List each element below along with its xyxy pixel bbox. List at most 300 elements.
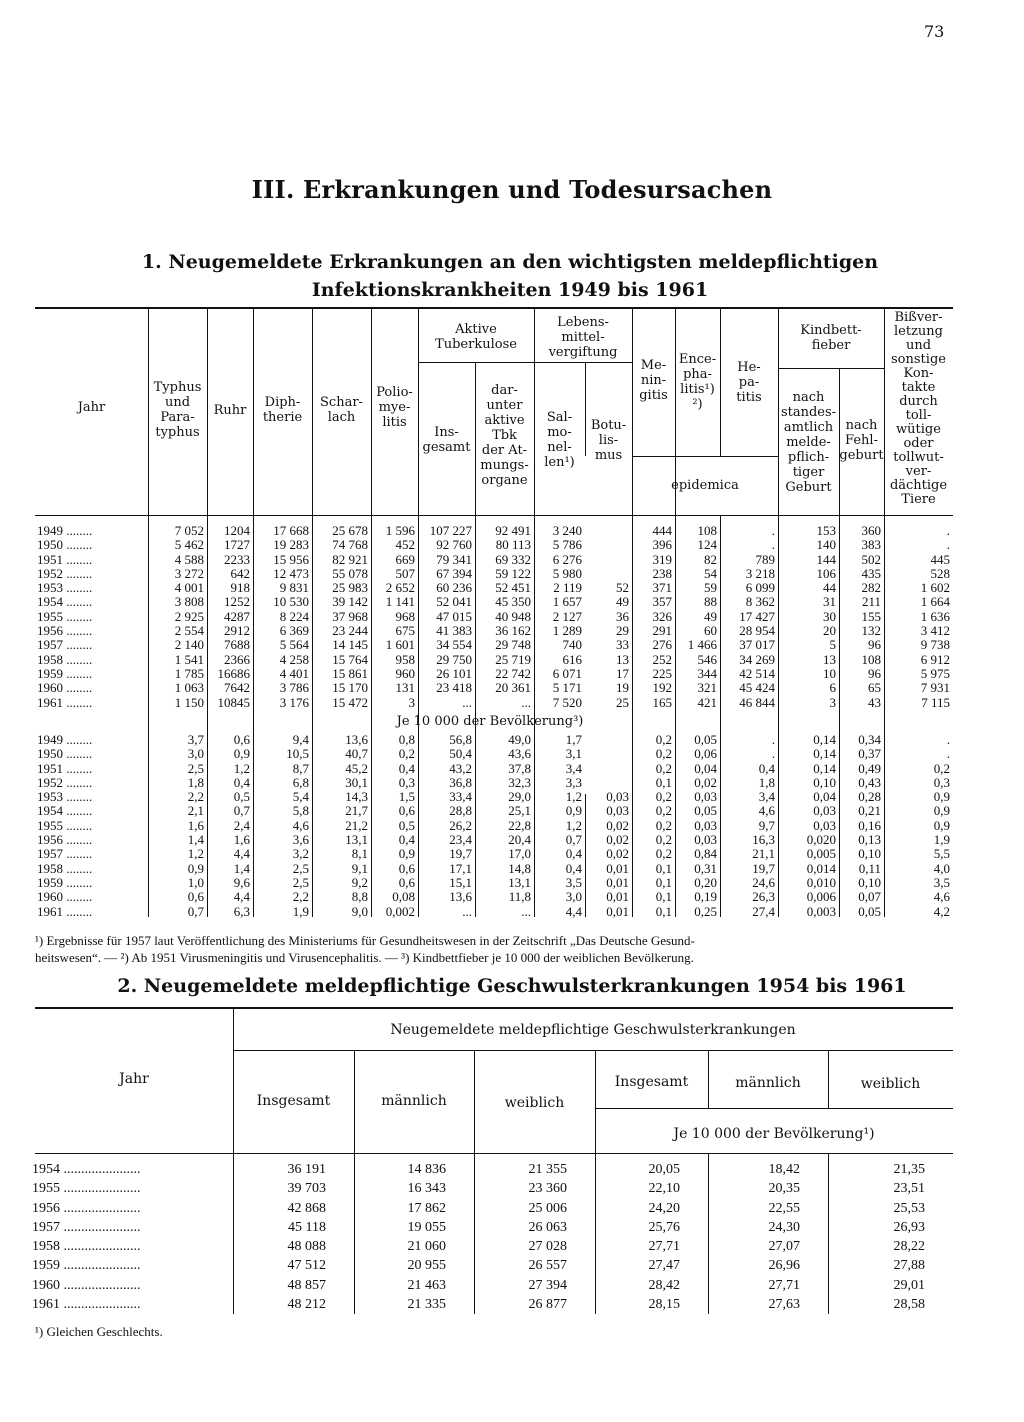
year-cell: 1959 ......................: [32, 1258, 141, 1274]
value-cell: 357: [652, 595, 672, 610]
value-cell: 25,1: [508, 804, 531, 819]
value-cell: 14 836: [407, 1162, 446, 1177]
t2-header-maennlich: männlich: [381, 1093, 447, 1109]
value-cell: 3: [829, 695, 836, 710]
year-cell: 1954 ........: [37, 804, 93, 819]
header-nach-geburt: nach standes- amtlich melde- pflich- tiger Geburt: [780, 390, 837, 495]
value-cell: 0,2: [655, 733, 672, 747]
value-cell: 502: [861, 552, 881, 567]
value-cell: 11,8: [508, 890, 531, 905]
value-cell: 4 588: [174, 552, 204, 567]
value-cell: 20,35: [768, 1181, 800, 1197]
header-meningitis: Me- nin- gitis: [639, 358, 668, 403]
value-cell: 3,5: [565, 875, 582, 890]
value-cell: 24,30: [768, 1219, 800, 1235]
value-cell: 65: [868, 681, 881, 696]
value-cell: 0,34: [858, 733, 881, 747]
value-cell: 1 150: [174, 695, 204, 710]
value-cell: 675: [395, 624, 415, 639]
value-cell: 3,4: [758, 790, 775, 805]
value-cell: 0,1: [655, 875, 672, 890]
value-cell: 740: [562, 638, 582, 653]
table-row: [35, 653, 953, 667]
header-lebensmittel: Lebens- mittel- vergiftung: [548, 315, 618, 360]
value-cell: 27,47: [648, 1258, 680, 1274]
value-cell: 26 877: [528, 1297, 567, 1313]
value-cell: 1,6: [233, 833, 250, 848]
value-cell: 0,14: [813, 733, 836, 747]
value-cell: 0,25: [694, 904, 717, 919]
value-cell: 2 554: [174, 624, 204, 639]
value-cell: 124: [697, 538, 717, 553]
value-cell: 21 335: [407, 1297, 446, 1313]
value-cell: 13,1: [345, 833, 368, 848]
value-cell: 45,2: [345, 761, 368, 776]
value-cell: 59: [704, 581, 717, 596]
value-cell: 4,4: [233, 847, 250, 862]
value-cell: 37,8: [508, 761, 531, 776]
year-cell: 1961 ......................: [32, 1297, 141, 1313]
value-cell: 21,2: [345, 818, 368, 833]
value-cell: 0,5: [398, 818, 415, 833]
value-cell: 42 868: [287, 1200, 326, 1216]
value-cell: 17 668: [273, 524, 309, 538]
value-cell: 1204: [224, 524, 250, 538]
value-cell: .: [771, 733, 775, 747]
year-cell: 1961 ........: [37, 904, 93, 919]
value-cell: 14 145: [332, 638, 368, 653]
year-cell: 1959 ........: [37, 875, 93, 890]
value-cell: 27,88: [893, 1258, 925, 1274]
value-cell: 5,5: [933, 847, 950, 862]
value-cell: 2,5: [292, 861, 309, 876]
kindbett-subrule: [778, 368, 884, 369]
value-cell: 21 463: [407, 1277, 446, 1293]
value-cell: 21,1: [752, 847, 775, 862]
value-cell: 27,63: [768, 1297, 800, 1313]
value-cell: 4,2: [933, 904, 950, 919]
value-cell: 4,6: [292, 818, 309, 833]
value-cell: 7 115: [921, 695, 950, 710]
value-cell: 0,1: [655, 861, 672, 876]
header-insgesamt: Ins- gesamt: [422, 425, 471, 455]
header-kindbettfieber: Kindbett- fieber: [800, 323, 862, 353]
header-darunter: dar- unter aktive Tbk der At- mungs- organe: [480, 383, 529, 488]
value-cell: 0,3: [933, 775, 950, 790]
table-row: [35, 595, 953, 609]
year-cell: 1956 ......................: [32, 1200, 141, 1216]
value-cell: 7 520: [552, 695, 582, 710]
year-cell: 1953 ........: [37, 790, 93, 805]
value-cell: 0,49: [858, 761, 881, 776]
value-cell: 0,03: [694, 818, 717, 833]
value-cell: 13,1: [508, 875, 531, 890]
value-cell: 9,7: [758, 818, 775, 833]
value-cell: 25 983: [332, 581, 368, 596]
year-cell: 1960 ........: [37, 890, 93, 905]
value-cell: 92 491: [495, 524, 531, 538]
value-cell: [585, 776, 632, 790]
value-cell: 50,4: [449, 747, 472, 762]
table-row: [35, 762, 953, 776]
value-cell: .: [946, 747, 950, 762]
value-cell: 21 060: [407, 1239, 446, 1255]
value-cell: 25 006: [528, 1200, 567, 1216]
value-cell: 282: [861, 581, 881, 596]
value-cell: 39 142: [332, 595, 368, 610]
value-cell: 49: [704, 609, 717, 624]
value-cell: 1 141: [385, 595, 415, 610]
value-cell: 9,1: [351, 861, 368, 876]
value-cell: 3 176: [279, 695, 309, 710]
footnote-line1: ¹) Ergebnisse für 1957 laut Veröffentlichung des Ministeriums für Gesundheitswesen in der Zeitschrift „Das Deutsche Gesund-: [35, 933, 695, 948]
value-cell: 7642: [224, 681, 250, 696]
value-cell: 1,2: [233, 761, 250, 776]
aktive-tbc-subrule: [418, 362, 534, 363]
table-row: [35, 890, 953, 904]
value-cell: 23,51: [893, 1181, 925, 1197]
value-cell: 4 001: [174, 581, 204, 596]
value-cell: 0,02: [606, 847, 629, 862]
header-scharlach: Schar- lach: [320, 395, 363, 425]
value-cell: 252: [652, 652, 672, 667]
value-cell: 0,01: [606, 904, 629, 919]
value-cell: 192: [652, 681, 672, 696]
value-cell: 5 462: [174, 538, 204, 553]
value-cell: 23,4: [449, 833, 472, 848]
value-cell: 3 808: [174, 595, 204, 610]
value-cell: 25,53: [893, 1200, 925, 1216]
value-cell: 20 361: [495, 681, 531, 696]
value-cell: 616: [562, 652, 582, 667]
value-cell: 15 764: [332, 652, 368, 667]
value-cell: 60 236: [436, 581, 472, 596]
table-row: [35, 819, 953, 833]
value-cell: 0,2: [655, 804, 672, 819]
value-cell: 17: [616, 666, 629, 681]
value-cell: 6 912: [920, 652, 950, 667]
value-cell: 41 383: [436, 624, 472, 639]
value-cell: 30,1: [345, 775, 368, 790]
value-cell: 6,8: [292, 775, 309, 790]
header-hepatitis: He- pa- titis: [736, 360, 762, 405]
year-cell: 1954 ........: [37, 595, 93, 610]
value-cell: 4 258: [279, 652, 309, 667]
value-cell: 44: [823, 581, 836, 596]
year-cell: 1950 ........: [37, 747, 93, 762]
value-cell: 958: [395, 652, 415, 667]
year-cell: 1952 ........: [37, 775, 93, 790]
value-cell: 153: [816, 524, 836, 538]
value-cell: 4,0: [933, 861, 950, 876]
value-cell: 8 224: [279, 609, 309, 624]
value-cell: 326: [652, 609, 672, 624]
table-row: [28, 1179, 953, 1198]
value-cell: 0,01: [606, 890, 629, 905]
year-cell: 1960 ........: [37, 681, 93, 696]
value-cell: 3 218: [745, 566, 775, 581]
year-cell: 1957 ........: [37, 638, 93, 653]
value-cell: 0,1: [655, 775, 672, 790]
value-cell: 15 170: [332, 681, 368, 696]
value-cell: 396: [652, 538, 672, 553]
value-cell: 31: [823, 595, 836, 610]
value-cell: 106: [816, 566, 836, 581]
year-cell: 1949 ........: [37, 524, 93, 538]
table-row: [35, 776, 953, 790]
value-cell: 211: [861, 595, 881, 610]
value-cell: 2 140: [174, 638, 204, 653]
value-cell: 5 786: [552, 538, 582, 553]
header-diphtherie: Diph- therie: [262, 395, 303, 425]
value-cell: 6 099: [745, 581, 775, 596]
header-epidemica: epidemica: [671, 478, 739, 493]
value-cell: 0,16: [858, 818, 881, 833]
value-cell: 383: [861, 538, 881, 553]
value-cell: 49: [616, 595, 629, 610]
value-cell: 0,6: [233, 733, 250, 747]
header-typhus: Typhus und Para- typhus: [153, 380, 202, 440]
value-cell: 6: [829, 681, 836, 696]
t2-header-insgesamt-rate: Insgesamt: [614, 1074, 689, 1090]
value-cell: 0,13: [858, 833, 881, 848]
value-cell: 0,2: [655, 790, 672, 805]
value-cell: 19,7: [752, 861, 775, 876]
value-cell: 67 394: [436, 566, 472, 581]
value-cell: 27,71: [648, 1239, 680, 1255]
year-cell: 1957 ........: [37, 847, 93, 862]
value-cell: [585, 567, 632, 581]
value-cell: 0,08: [392, 890, 415, 905]
t2-header-weiblich-rate: weiblich: [860, 1076, 921, 1092]
value-cell: 45 350: [495, 595, 531, 610]
value-cell: 22,10: [648, 1181, 680, 1197]
year-cell: 1954 ......................: [32, 1162, 141, 1177]
value-cell: 0,6: [398, 875, 415, 890]
year-cell: 1949 ........: [37, 733, 93, 747]
value-cell: 33,4: [449, 790, 472, 805]
value-cell: 5 564: [279, 638, 309, 653]
value-cell: 444: [652, 524, 672, 538]
table1-absolute: [35, 524, 953, 710]
value-cell: 22 742: [495, 666, 531, 681]
value-cell: 9,4: [292, 733, 309, 747]
value-cell: 0,6: [398, 804, 415, 819]
value-cell: 27 394: [528, 1277, 567, 1293]
value-cell: 1 785: [174, 666, 204, 681]
value-cell: [585, 747, 632, 761]
value-cell: 3: [408, 695, 415, 710]
value-cell: 291: [652, 624, 672, 639]
value-cell: 28,8: [449, 804, 472, 819]
value-cell: 789: [755, 552, 775, 567]
value-cell: 13: [616, 652, 629, 667]
value-cell: 26,2: [449, 818, 472, 833]
value-cell: .: [946, 524, 950, 538]
table-row: [35, 538, 953, 552]
value-cell: 421: [697, 695, 717, 710]
value-cell: 9,2: [351, 875, 368, 890]
value-cell: 0,2: [655, 847, 672, 862]
value-cell: 0,005: [806, 847, 836, 862]
value-cell: 49,0: [508, 733, 531, 747]
header-aktive-tbc: Aktive Tuberkulose: [435, 322, 517, 352]
value-cell: 0,19: [694, 890, 717, 905]
value-cell: 3,6: [292, 833, 309, 848]
value-cell: 20,4: [508, 833, 531, 848]
value-cell: 6 071: [552, 666, 582, 681]
value-cell: 7 931: [920, 681, 950, 696]
value-cell: 0,37: [858, 747, 881, 762]
value-cell: 47 015: [436, 609, 472, 624]
value-cell: 29 750: [436, 652, 472, 667]
table1-title-line1: 1. Neugemeldete Erkrankungen an den wichtigsten meldepflichtigen: [141, 251, 879, 273]
value-cell: 0,03: [606, 790, 629, 805]
value-cell: 34 554: [436, 638, 472, 653]
value-cell: 28,15: [648, 1297, 680, 1313]
header-ruhr: Ruhr: [213, 403, 247, 418]
value-cell: 5 980: [552, 566, 582, 581]
value-cell: 1 063: [174, 681, 204, 696]
year-cell: 1955 ......................: [32, 1181, 141, 1197]
value-cell: 546: [697, 652, 717, 667]
table2-group-rule: [233, 1050, 953, 1051]
value-cell: 9,0: [351, 904, 368, 919]
value-cell: 0,1: [655, 890, 672, 905]
value-cell: 0,10: [858, 875, 881, 890]
value-cell: 1 657: [552, 595, 582, 610]
value-cell: 6,3: [233, 904, 250, 919]
value-cell: 21 355: [528, 1162, 567, 1177]
value-cell: 17 862: [407, 1200, 446, 1216]
value-cell: 0,9: [233, 747, 250, 762]
value-cell: [585, 762, 632, 776]
value-cell: 2,1: [187, 804, 204, 819]
value-cell: 29: [616, 624, 629, 639]
value-cell: 0,03: [606, 804, 629, 819]
value-cell: 96: [868, 638, 881, 653]
year-cell: 1958 ........: [37, 861, 93, 876]
value-cell: 26,3: [752, 890, 775, 905]
table-row: [35, 905, 953, 919]
value-cell: 0,05: [694, 804, 717, 819]
value-cell: 165: [652, 695, 672, 710]
value-cell: 22,8: [508, 818, 531, 833]
table-row: [35, 610, 953, 624]
value-cell: 2366: [224, 652, 250, 667]
value-cell: 0,2: [655, 747, 672, 762]
table-row: [28, 1276, 953, 1295]
value-cell: 52: [616, 581, 629, 596]
value-cell: 54: [704, 566, 717, 581]
table-row: [35, 638, 953, 652]
t2-header-rate-group: Je 10 000 der Bevölkerung¹): [673, 1126, 875, 1142]
value-cell: 10845: [217, 695, 250, 710]
value-cell: 69 332: [495, 552, 531, 567]
value-cell: 36: [616, 609, 629, 624]
value-cell: 28 954: [739, 624, 775, 639]
table-row: [35, 524, 953, 538]
header-bissverletzung: Bißver- letzung und sonstige Kon- takte durch toll- wütige oder tollwut- ver- dächtige Tiere: [889, 310, 948, 507]
value-cell: 10,5: [286, 747, 309, 762]
value-cell: 24,20: [648, 1200, 680, 1216]
value-cell: 7 052: [174, 524, 204, 538]
year-cell: 1958 ........: [37, 652, 93, 667]
value-cell: 238: [652, 566, 672, 581]
value-cell: .: [771, 747, 775, 762]
value-cell: 8,1: [351, 847, 368, 862]
value-cell: 319: [652, 552, 672, 567]
value-cell: 28,42: [648, 1277, 680, 1293]
value-cell: 27,07: [768, 1239, 800, 1255]
year-cell: 1955 ........: [37, 609, 93, 624]
value-cell: .: [771, 538, 775, 553]
value-cell: 1 541: [174, 652, 204, 667]
value-cell: 0,006: [806, 890, 836, 905]
value-cell: 92 760: [436, 538, 472, 553]
value-cell: 96: [868, 666, 881, 681]
value-cell: 669: [395, 552, 415, 567]
value-cell: 435: [861, 566, 881, 581]
value-cell: 4,4: [233, 890, 250, 905]
table1-title-line2: Infektionskrankheiten 1949 bis 1961: [311, 279, 709, 301]
table2-rate-rule: [595, 1108, 953, 1109]
value-cell: 2,4: [233, 818, 250, 833]
value-cell: [585, 553, 632, 567]
value-cell: .: [946, 733, 950, 747]
value-cell: 10: [823, 666, 836, 681]
value-cell: 968: [395, 609, 415, 624]
value-cell: [585, 733, 632, 747]
value-cell: 0,02: [606, 833, 629, 848]
value-cell: 0,002: [385, 904, 415, 919]
year-cell: 1956 ........: [37, 624, 93, 639]
value-cell: 0,6: [398, 861, 415, 876]
value-cell: 28,22: [893, 1239, 925, 1255]
table-row: [35, 876, 953, 890]
value-cell: 0,01: [606, 875, 629, 890]
value-cell: 36 191: [287, 1162, 326, 1177]
table-row: [35, 833, 953, 847]
value-cell: 40,7: [345, 747, 368, 762]
value-cell: 45 118: [288, 1219, 326, 1235]
value-cell: [585, 538, 632, 552]
value-cell: 0,10: [813, 775, 836, 790]
value-cell: 0,01: [606, 861, 629, 876]
value-cell: 0,014: [806, 861, 836, 876]
value-cell: 3,0: [565, 890, 582, 905]
value-cell: ...: [521, 695, 531, 710]
value-cell: 0,003: [806, 904, 836, 919]
value-cell: 43,6: [508, 747, 531, 762]
value-cell: 0,4: [565, 861, 582, 876]
value-cell: 108: [861, 652, 881, 667]
value-cell: 18,42: [768, 1162, 800, 1177]
value-cell: 0,04: [813, 790, 836, 805]
value-cell: 4,6: [933, 890, 950, 905]
value-cell: 0,2: [655, 818, 672, 833]
value-cell: 3,1: [565, 747, 582, 762]
value-cell: 0,5: [233, 790, 250, 805]
value-cell: 1,4: [187, 833, 204, 848]
value-cell: 0,010: [806, 875, 836, 890]
table-row: [28, 1295, 953, 1314]
value-cell: 0,04: [694, 761, 717, 776]
value-cell: 1 664: [920, 595, 950, 610]
value-cell: 2 652: [385, 581, 415, 596]
value-cell: 1,9: [292, 904, 309, 919]
table-row: [35, 624, 953, 638]
